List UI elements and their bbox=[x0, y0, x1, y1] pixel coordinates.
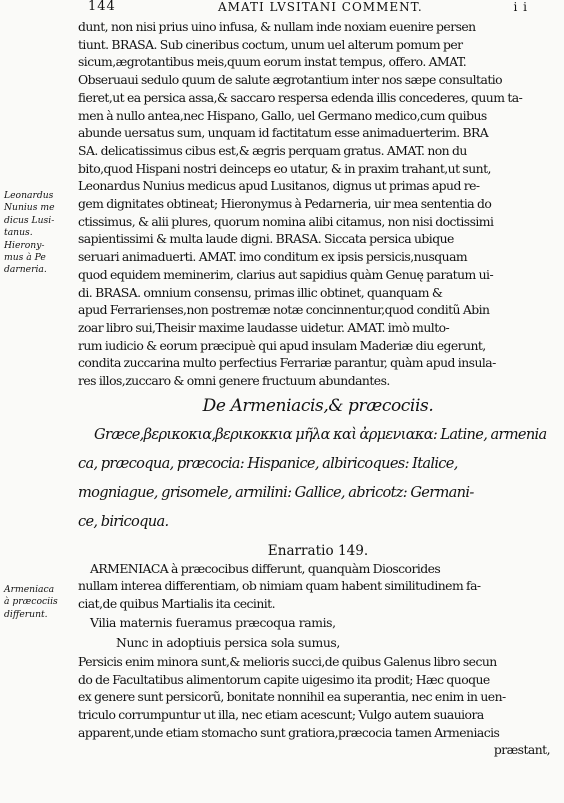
paragraph-galenus bbox=[78, 653, 558, 759]
text-line: quod equidem meminerim, clarius aut sapidius quàm Genuę paratum ui- bbox=[78, 266, 494, 282]
text-line: ctissimus, & alii plures, quorum nomina alibi citamus, non nisi doctissimi bbox=[78, 213, 494, 229]
text-line: men à nullo antea,nec Hispano, Gallo, uel Germano medico,cum quibus bbox=[78, 107, 487, 123]
text-line: ex genere sunt persicorũ, bonitate nonnihil ea superantia, nec enim in uen- bbox=[78, 689, 506, 705]
verse-line: Nunc in adoptiuis persica sola sumus, bbox=[116, 634, 340, 650]
enarratio-title: Enarratio 149. bbox=[267, 542, 369, 559]
text-line: rum iudicio & eorum præcipuè qui apud insulam Maderiæ diu egerunt, bbox=[78, 337, 486, 353]
text-line: gem dignitates obtineat; Hieronymus à Pedarneria, uir mea sententia do bbox=[78, 196, 492, 212]
margin-line: Armeniaca bbox=[4, 584, 55, 595]
text-line: res illos,zuccaro & omni genere fructuum abundantes. bbox=[78, 373, 390, 389]
corner-mark: i i bbox=[513, 0, 528, 14]
text-line: Persicis enim minora sunt,& melioris succi,de quibus Galenus libro secun bbox=[78, 653, 497, 669]
text-line: Leonardus Nunius medicus apud Lusitanos, dignus ut primas apud re- bbox=[78, 178, 480, 194]
text-line: SA. delicatissimus cibus est,& ægris perquam gratus. AMAT. non du bbox=[78, 142, 467, 158]
names-line: ca, præcoqua, præcocia: Hispanice, albiricoques: Italice, bbox=[78, 454, 458, 472]
margin-line: Leonardus bbox=[4, 190, 54, 201]
text-line: bito,quod Hispani nostri deinceps eo utatur, & in praxim trahant,ut sunt, bbox=[78, 160, 491, 176]
text-line: triculo corrumpuntur ut illa, nec etiam acescunt; Vulgo autem suauiora bbox=[78, 706, 484, 722]
margin-line: mus à Pe bbox=[4, 252, 46, 264]
text-line: abunde uersatus sum, unquam id factitatum esse animaduerterim. BRA bbox=[78, 125, 489, 141]
text-line: condita zuccarina multo perfectius Ferrariæ parantur, quàm apud insula- bbox=[78, 355, 496, 371]
margin-line: darneria. bbox=[4, 264, 47, 276]
catchword: præstant, bbox=[493, 742, 550, 758]
section-heading: De Armeniacis,& præcociis. bbox=[202, 395, 434, 416]
text-line: sapientissimi & multa laude digni. BRASA. Siccata persica ubique bbox=[78, 231, 454, 247]
margin-line: Nunius me bbox=[4, 202, 55, 214]
text-line: ciat,de quibus Martialis ita cecinit. bbox=[78, 596, 275, 612]
margin-line: dicus Lusi- bbox=[4, 214, 55, 226]
names-block bbox=[78, 420, 558, 536]
margin-line: Hierony- bbox=[4, 239, 45, 251]
main-text bbox=[78, 18, 558, 759]
paragraph-dialogue bbox=[78, 18, 558, 390]
text-line: tiunt. BRASA. Sub cineribus coctum, unum uel alterum pomum per bbox=[78, 36, 463, 52]
text-line: do de Facultatibus alimentorum capite uigesimo ita prodit; Hæc quoque bbox=[78, 671, 490, 687]
margin-line: à præcociis bbox=[4, 596, 58, 608]
names-line: mogniague, grisomele, armilini: Gallice, abricotz: Germani- bbox=[78, 483, 474, 501]
page-header bbox=[88, 0, 528, 16]
verse-line: Vilia maternis fueramus præcoqua ramis, bbox=[90, 614, 336, 630]
text-line: sicum,ægrotantibus meis,quum eorum instat tempus, offero. AMAT. bbox=[78, 54, 467, 70]
running-title: AMATI LVSITANI COMMENT. bbox=[218, 0, 423, 14]
text-line: dunt, non nisi prius uino infusa, & nullam inde noxiam euenire persen bbox=[78, 19, 476, 34]
text-line: fieret,ut ea persica assa,& saccaro respersa edenda illis concederes, quum ta- bbox=[78, 89, 523, 105]
text-line: seruari animaduerti. AMAT. imo conditum ex ipsis persicis,nusquam bbox=[78, 249, 468, 265]
names-line: ce, biricoqua. bbox=[78, 512, 169, 530]
margin-line: tanus. bbox=[4, 227, 33, 239]
text-line: Obseruaui sedulo quum de salute ægrotantium inter nos sæpe consultatio bbox=[78, 72, 503, 88]
text-line: ARMENIACA à præcocibus differunt, quanquàm Dioscorides bbox=[90, 560, 441, 576]
names-line: Græce,βερικοκια,βερικοκκια μῆλα καὶ ἀρμενιακα: Latine, armenia bbox=[94, 425, 547, 443]
text-line: nullam interea differentiam, ob nimiam quam habent similitudinem fa- bbox=[78, 578, 481, 594]
margin-note-leonardus bbox=[4, 190, 74, 277]
text-line: zoar libro sui,Theisir maxime laudasse uidetur. AMAT. imò multo- bbox=[78, 319, 450, 335]
margin-note-armeniaca bbox=[4, 584, 74, 621]
text-line: apud Ferrarienses,non postremæ notæ concinnentur,quod conditũ Abin bbox=[78, 302, 490, 318]
martial-verse bbox=[78, 613, 558, 653]
text-line: di. BRASA. omnium consensu, primas illic obtinet, quanquam & bbox=[78, 284, 443, 300]
margin-line: differunt. bbox=[4, 608, 48, 620]
page-number: 144 bbox=[88, 0, 116, 14]
paragraph-armeniaca bbox=[78, 560, 558, 613]
text-line: apparent,unde etiam stomacho sunt gratiora,præcocia tamen Armeniacis bbox=[78, 724, 500, 740]
